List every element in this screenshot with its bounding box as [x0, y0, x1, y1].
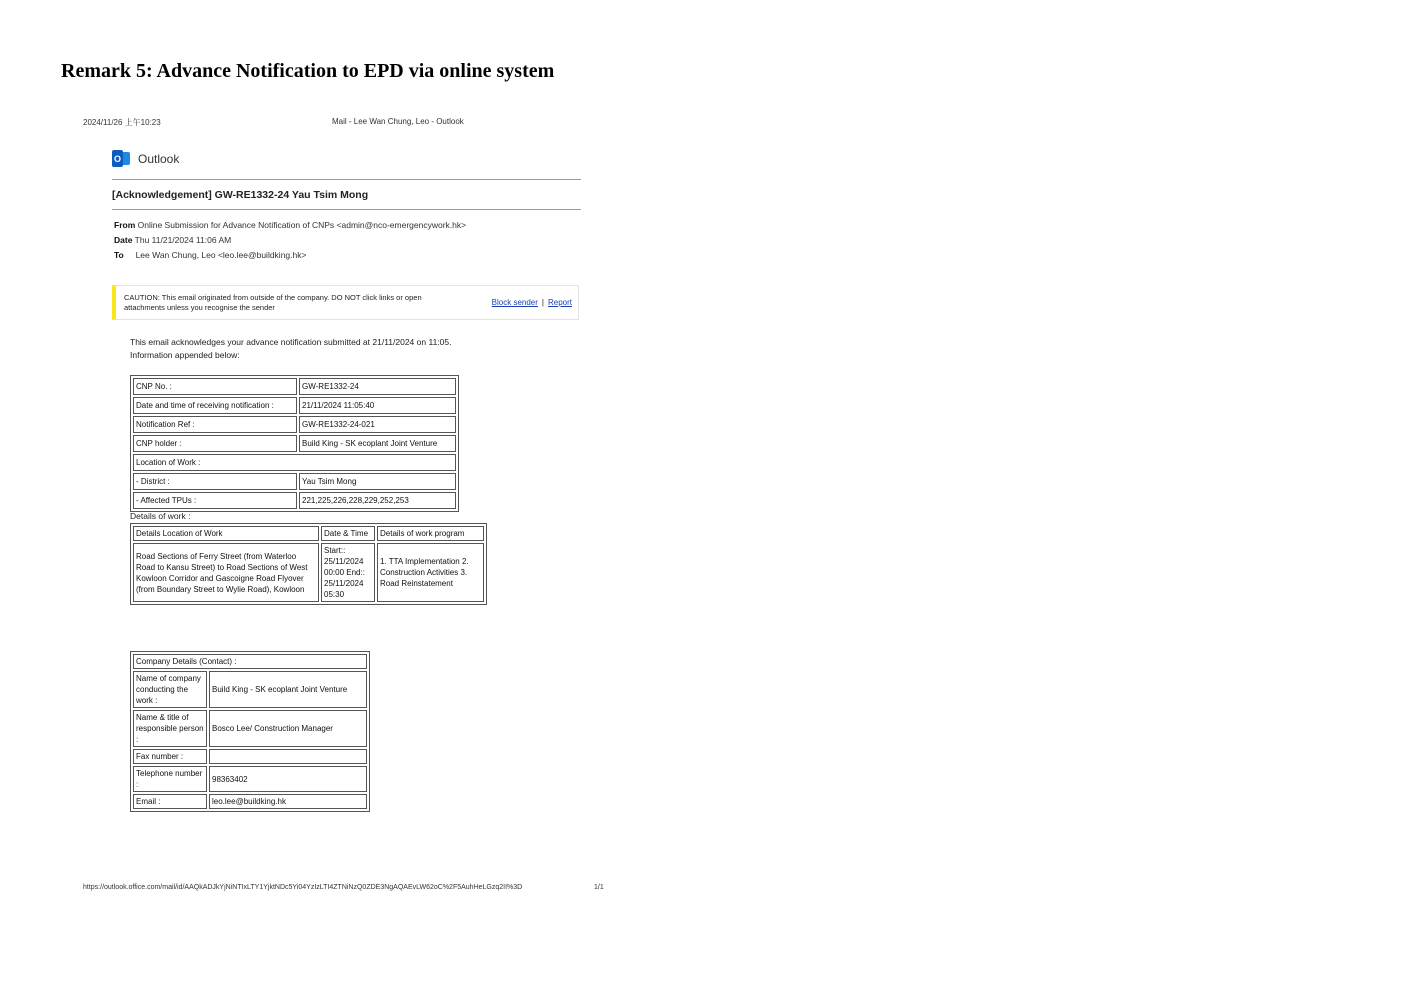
- table-row: [133, 492, 456, 509]
- cell-label: - Affected TPUs :: [133, 492, 297, 509]
- table-row: [133, 454, 456, 471]
- cell-value: 221,225,226,228,229,252,253: [299, 492, 456, 509]
- notification-table: [130, 375, 459, 512]
- company-details-table: [130, 651, 370, 812]
- cell-value: Yau Tsim Mong: [299, 473, 456, 490]
- cell-value: Start:: 25/11/2024 00:00 End:: 25/11/2024 05:30: [321, 543, 375, 602]
- caution-banner: [112, 285, 579, 320]
- table-row: [133, 526, 484, 541]
- cell-value: Road Sections of Ferry Street (from Waterloo Road to Kansu Street) to Road Sections of West Kowloon Corridor and Gascoigne Road Flyover (from Boundary Street to Wylie Road), Kowloon: [133, 543, 319, 602]
- divider: [112, 179, 581, 180]
- link-separator: |: [541, 298, 544, 307]
- table-row: [133, 435, 456, 452]
- print-header-datetime: 2024/11/26 上午10:23: [83, 118, 161, 127]
- cell-label: CNP No. :: [133, 378, 297, 395]
- date-label: Date: [114, 235, 133, 245]
- table-row: [133, 543, 484, 602]
- table-row: [133, 710, 367, 747]
- footer-page-number: 1/1: [594, 884, 604, 891]
- work-details-table: [130, 523, 487, 605]
- date-row: [114, 235, 231, 245]
- block-sender-link[interactable]: Block sender: [491, 298, 538, 307]
- table-header: Company Details (Contact) :: [133, 654, 367, 669]
- date-value: Thu 11/21/2024 11:06 AM: [134, 235, 232, 245]
- caution-text: CAUTION: This email originated from outside of the company. DO NOT click links or open attachments unless you recognise the sender: [124, 293, 422, 312]
- table-row: [133, 378, 456, 395]
- cell-label: CNP holder :: [133, 435, 297, 452]
- table-row: [133, 654, 367, 669]
- cell-label: - District :: [133, 473, 297, 490]
- app-name: Outlook: [138, 151, 180, 166]
- table-row: [133, 671, 367, 708]
- cell-label: Date and time of receiving notification :: [133, 397, 297, 414]
- cell-value: 1. TTA Implementation 2. Construction Activities 3. Road Reinstatement: [377, 543, 484, 602]
- table-row: [133, 473, 456, 490]
- column-header: Date & Time: [321, 526, 375, 541]
- outlook-logo: [112, 150, 179, 167]
- cell-value: 21/11/2024 11:05:40: [299, 397, 456, 414]
- cell-label: Email :: [133, 794, 207, 809]
- table-row: [133, 397, 456, 414]
- divider: [112, 209, 581, 210]
- from-label: From: [114, 220, 136, 230]
- print-header-title: Mail - Lee Wan Chung, Leo - Outlook: [332, 117, 464, 126]
- from-row: [114, 220, 466, 230]
- cell-value[interactable]: leo.lee@buildking.hk: [209, 794, 367, 809]
- caution-links: [492, 298, 572, 307]
- table-row: [133, 794, 367, 809]
- to-value[interactable]: Lee Wan Chung, Leo <leo.lee@buildking.hk>: [135, 250, 307, 260]
- column-header: Details Location of Work: [133, 526, 319, 541]
- footer-url: https://outlook.office.com/mail/id/AAQkADJkYjNiNTIxLTY1YjktNDc5Yi04YzIzLTI4ZTNiNzQ0ZDE3NgAQAEvLW62oC%2F5AuhHeLGzq2II%3D: [83, 884, 523, 891]
- cell-label: Name of company conducting the work :: [133, 671, 207, 708]
- cell-label: Telephone number :: [133, 766, 207, 792]
- cell-value: Build King - SK ecoplant Joint Venture: [209, 671, 367, 708]
- intro-line-1: This email acknowledges your advance notification submitted at 21/11/2024 on 11:05.: [130, 337, 452, 347]
- outlook-icon: O: [112, 150, 130, 167]
- cell-value: GW-RE1332-24-021: [299, 416, 456, 433]
- column-header: Details of work program: [377, 526, 484, 541]
- page-title: Remark 5: Advance Notification to EPD via online system: [61, 60, 555, 82]
- intro-line-2: Information appended below:: [130, 350, 240, 360]
- table-row: [133, 416, 456, 433]
- cell-value: [209, 749, 367, 764]
- intro-text: [130, 336, 451, 362]
- cell-value: Bosco Lee/ Construction Manager: [209, 710, 367, 747]
- table-row: [133, 749, 367, 764]
- table-row: [133, 766, 367, 792]
- details-of-work-label: Details of work :: [130, 511, 191, 521]
- cell-label: Name & title of responsible person :: [133, 710, 207, 747]
- cell-value: 98363402: [209, 766, 367, 792]
- from-value[interactable]: Online Submission for Advance Notification of CNPs <admin@nco-emergencywork.hk>: [137, 220, 467, 230]
- cell-value: GW-RE1332-24: [299, 378, 456, 395]
- cell-label: Fax number :: [133, 749, 207, 764]
- cell-label: Location of Work :: [133, 454, 456, 471]
- to-label: To: [114, 250, 124, 260]
- to-row: [114, 250, 306, 260]
- report-link[interactable]: Report: [547, 298, 572, 307]
- email-subject: [Acknowledgement] GW-RE1332-24 Yau Tsim Mong: [112, 189, 369, 201]
- cell-label: Notification Ref :: [133, 416, 297, 433]
- cell-value: Build King - SK ecoplant Joint Venture: [299, 435, 456, 452]
